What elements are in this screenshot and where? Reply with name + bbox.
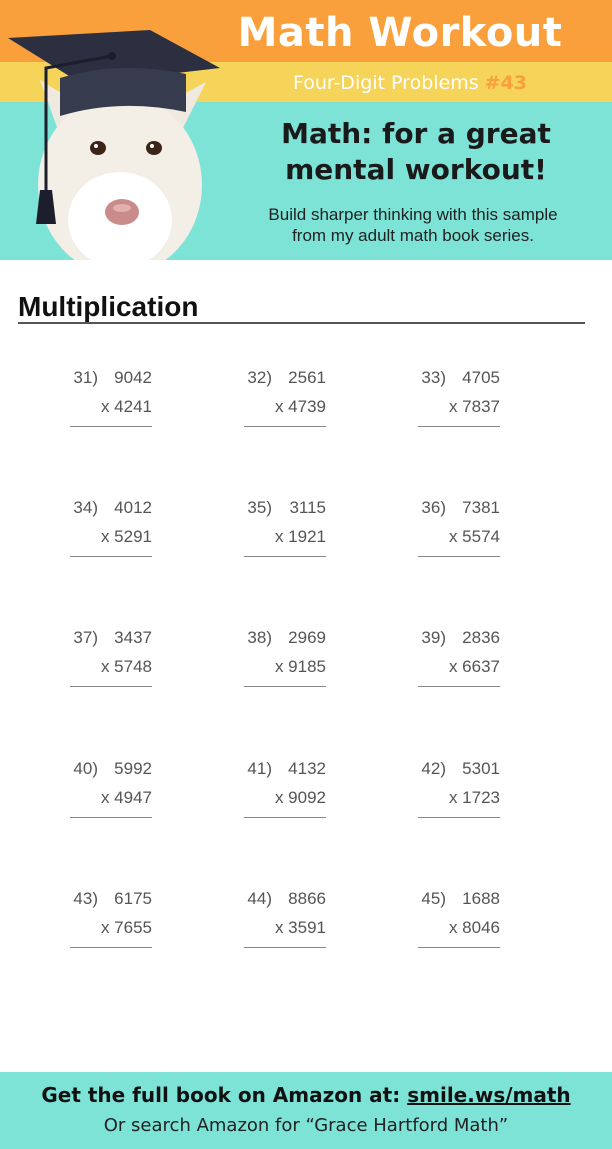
problem-number: 37) — [73, 628, 98, 647]
problem-number: 42) — [421, 759, 446, 778]
problem-top-number: 6175 — [114, 889, 152, 908]
answer-line — [418, 426, 500, 427]
problem-top-number: 3437 — [114, 628, 152, 647]
problem-number: 32) — [247, 368, 272, 387]
problem-item — [68, 498, 158, 568]
problem-multiplier: x 6637 — [448, 657, 500, 676]
problem-top-number: 8866 — [288, 889, 326, 908]
answer-line — [70, 426, 152, 427]
problem-multiplier: x 1723 — [448, 788, 500, 807]
answer-line — [70, 556, 152, 557]
answer-line — [418, 556, 500, 557]
problem-item — [242, 368, 332, 438]
problem-multiplier: x 1921 — [274, 527, 326, 546]
problem-number: 40) — [73, 759, 98, 778]
problem-item — [242, 759, 332, 829]
answer-line — [244, 426, 326, 427]
problem-item — [68, 368, 158, 438]
answer-line — [70, 947, 152, 948]
worksheet-number: #43 — [484, 72, 528, 94]
problem-item — [242, 628, 332, 698]
book-link[interactable]: smile.ws/math — [407, 1083, 571, 1107]
problem-number: 43) — [73, 889, 98, 908]
problem-top-number: 4132 — [288, 759, 326, 778]
problem-multiplier: x 9185 — [274, 657, 326, 676]
problem-top-number: 9042 — [114, 368, 152, 387]
answer-line — [244, 817, 326, 818]
problem-multiplier: x 8046 — [448, 918, 500, 937]
section-title: Multiplication — [18, 291, 199, 322]
problem-multiplier: x 9092 — [274, 788, 326, 807]
problem-item — [242, 889, 332, 959]
problem-item — [68, 759, 158, 829]
answer-line — [244, 947, 326, 948]
problem-multiplier: x 5748 — [100, 657, 152, 676]
footer-cta — [0, 1080, 612, 1110]
problem-item — [416, 759, 506, 829]
subtitle-text: Four-Digit Problems — [292, 72, 479, 94]
problem-multiplier: x 4241 — [100, 397, 152, 416]
page-title: Math Workout — [237, 10, 563, 56]
page-subtitle — [240, 66, 580, 100]
problem-top-number: 3115 — [289, 498, 326, 517]
problem-top-number: 5992 — [114, 759, 152, 778]
problem-number: 44) — [247, 889, 272, 908]
problem-top-number: 2836 — [462, 628, 500, 647]
problem-number: 33) — [421, 368, 446, 387]
problem-number: 38) — [247, 628, 272, 647]
blurb-line-1: Build sharper thinking with this sample — [268, 205, 558, 224]
blurb — [230, 204, 596, 246]
problem-multiplier: x 4739 — [274, 397, 326, 416]
problem-top-number: 4012 — [114, 498, 152, 517]
answer-line — [244, 556, 326, 557]
footer-cta-text: Get the full book on Amazon at: — [41, 1083, 401, 1107]
problem-number: 41) — [247, 759, 272, 778]
tagline-line-1: Math: for a great — [281, 117, 551, 150]
problem-multiplier: x 5291 — [100, 527, 152, 546]
tagline-line-2: mental workout! — [285, 153, 547, 186]
problem-top-number: 7381 — [462, 498, 500, 517]
answer-line — [418, 817, 500, 818]
problem-number: 39) — [421, 628, 446, 647]
problem-top-number: 2969 — [288, 628, 326, 647]
problem-multiplier: x 7655 — [100, 918, 152, 937]
problem-top-number: 4705 — [462, 368, 500, 387]
problem-number: 35) — [247, 498, 272, 517]
problem-multiplier: x 7837 — [448, 397, 500, 416]
problem-multiplier: x 3591 — [274, 918, 326, 937]
answer-line — [418, 947, 500, 948]
problem-item — [416, 498, 506, 568]
problem-number: 45) — [421, 889, 446, 908]
problem-item — [416, 889, 506, 959]
problem-top-number: 2561 — [288, 368, 326, 387]
tagline — [236, 116, 596, 188]
problem-number: 31) — [73, 368, 98, 387]
problem-multiplier: x 5574 — [448, 527, 500, 546]
answer-line — [244, 686, 326, 687]
problem-item — [68, 889, 158, 959]
footer-search-hint: Or search Amazon for “Grace Hartford Math” — [103, 1115, 509, 1136]
problem-item — [68, 628, 158, 698]
problem-top-number: 1688 — [462, 889, 500, 908]
answer-line — [418, 686, 500, 687]
section-divider — [18, 322, 585, 324]
problem-item — [416, 368, 506, 438]
problem-number: 34) — [73, 498, 98, 517]
blurb-line-2: from my adult math book series. — [292, 226, 534, 245]
problem-multiplier: x 4947 — [100, 788, 152, 807]
problem-item — [242, 498, 332, 568]
problem-number: 36) — [421, 498, 446, 517]
problem-item — [416, 628, 506, 698]
problem-top-number: 5301 — [462, 759, 500, 778]
answer-line — [70, 817, 152, 818]
answer-line — [70, 686, 152, 687]
